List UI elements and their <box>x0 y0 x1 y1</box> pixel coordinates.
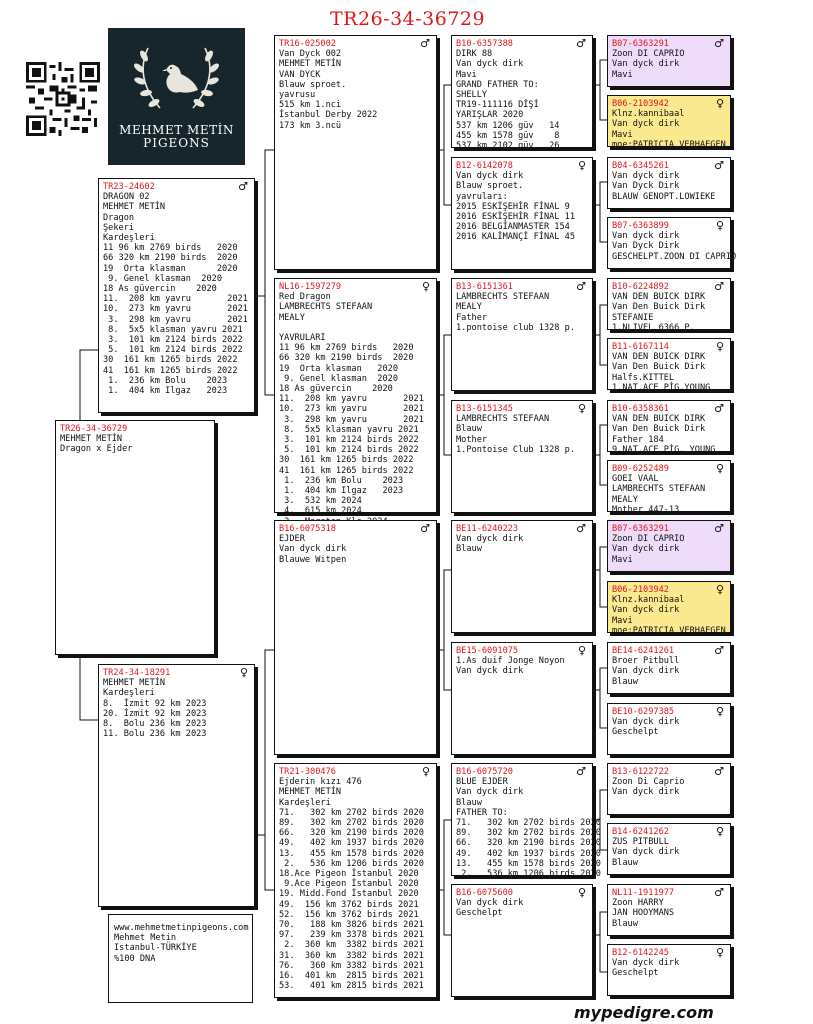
pigeon-details: Van dyck dirk Geschelpt <box>456 898 524 919</box>
female-icon: ♀ <box>715 462 724 475</box>
female-icon: ♀ <box>715 583 724 596</box>
ring-number: BE10-6297385 <box>612 707 675 717</box>
pedigree-card-g13[interactable] <box>607 763 731 815</box>
male-icon: ♂ <box>714 37 724 50</box>
pigeon-details: LAMBRECHTS STEFAAN Blauw Mother 1.Pontoise Club 1328 p. <box>456 414 575 455</box>
pedigree-card-sire[interactable] <box>98 178 255 413</box>
pigeon-details: Van Dyck 002 MEHMET METİN VAN DYCK Blauw sproet. yavrusu 515 km 1.nci İstanbul Derby 2022 173 km 3.ncü <box>279 49 378 131</box>
female-icon: ♀ <box>577 402 586 415</box>
pigeon-details: Van dyck dirk Geschelpt <box>612 958 680 979</box>
male-icon: ♂ <box>420 522 430 535</box>
pedigree-card-g16[interactable] <box>607 944 731 996</box>
logo <box>108 28 245 165</box>
male-icon: ♂ <box>420 37 430 50</box>
pigeon-details: VAN DEN BUICK DIRK Van Den Buick Dirk Father 184 9.NAT.ACE PİG. YOUNG <box>612 414 716 455</box>
pigeon-details: Broer Pitbull Van dyck dirk Blauw <box>612 656 680 687</box>
pedigree-title: TR26-34-36729 <box>330 8 486 30</box>
male-icon: ♂ <box>576 522 586 535</box>
pigeon-details: Van dyck dirk Geschelpt <box>612 717 680 738</box>
pedigree-card-sdd[interactable] <box>451 400 593 513</box>
ring-number: NL11-1911977 <box>612 888 675 898</box>
female-icon: ♀ <box>715 340 724 353</box>
female-icon: ♀ <box>715 825 724 838</box>
female-icon: ♀ <box>715 946 724 959</box>
ring-number: TR21-300476 <box>279 767 336 777</box>
pedigree-card-g5[interactable] <box>607 278 731 333</box>
female-icon: ♀ <box>577 886 586 899</box>
pedigree-card-sds[interactable] <box>451 278 593 391</box>
male-icon: ♂ <box>714 280 724 293</box>
ring-number: B04-6345261 <box>612 161 669 171</box>
pedigree-card-g8[interactable] <box>607 460 731 515</box>
pedigree-card-g1[interactable] <box>607 35 731 87</box>
pedigree-card-g7[interactable] <box>607 400 731 455</box>
pedigree-card-g14[interactable] <box>607 823 731 875</box>
ring-number: BE15-6091075 <box>456 646 519 656</box>
pigeon-details: MEHMET METİN Dragon x Ejder <box>60 434 133 455</box>
brand-watermark[interactable]: mypedigre.com <box>574 1003 714 1022</box>
pigeon-details: Zoon Di Caprio Van dyck dirk <box>612 777 685 798</box>
ring-number: TR16-025002 <box>279 39 336 49</box>
male-icon: ♂ <box>576 280 586 293</box>
pedigree-card-dds[interactable] <box>451 763 601 880</box>
ring-number: B06-2103942 <box>612 99 669 109</box>
pedigree-card-g9[interactable] <box>607 520 731 572</box>
pigeon-details: Ejderin kızı 476 MEHMET METİN Kardeşleri 71. 302 km 2702 birds 2020 89. 302 km 2702 birds 2020 66. 320 km 2190 birds 2020 49. 402 km 1937 birds 2020 13. 455 km 1578 birds 2020 2. 536 km 1206 birds 2020 18.Ace Pigeon İstanbul 2020 9.Ace Pigeon İstanbul 2020 19. Midd.Fond İstanbul 2020 49. 156 km 3762 birds 2021 52. 156 km 3762 birds 2021 70. 188 km 3826 birds 2021 97. 239 km 3378 birds 2021 2. 360 km 3382 birds 2021 31. 360 km 3382 birds 2021 76. 360 km 3382 birds 2021 16. 401 km 2815 birds 2021 53. 401 km 2815 birds 2021 <box>279 777 424 992</box>
qr-code-icon[interactable] <box>26 62 100 136</box>
ring-number: B09-6252489 <box>612 464 669 474</box>
pigeon-details: Klnz.kannibaal Van dyck dirk Mavi moe:PATRICIA VERHAEGEN <box>612 109 726 150</box>
ring-number: B07-6363291 <box>612 524 669 534</box>
pedigree-card-sire-dam[interactable] <box>274 278 437 517</box>
pigeon-details: ZUS PITBULL Van dyck dirk Blauw <box>612 837 680 868</box>
pedigree-card-sire-sire[interactable] <box>274 35 437 270</box>
pigeon-details: LAMBRECHTS STEFAAN MEALY Father 1.pontoise club 1328 p. <box>456 292 575 333</box>
ring-number: B06-2103942 <box>612 585 669 595</box>
ring-number: B16-6075720 <box>456 767 513 777</box>
pedigree-card-g4[interactable] <box>607 217 737 269</box>
pigeon-details: Zoon DI CAPRIO Van dyck dirk Mavi <box>612 49 685 80</box>
pedigree-card-subject[interactable] <box>55 420 215 655</box>
pigeon-wreath-icon <box>108 28 245 123</box>
pedigree-card-g6[interactable] <box>607 338 731 393</box>
pigeon-details: BLUE EJDER Van dyck dirk Blauw FATHER TO: 71. 302 km 2702 birds 2020 89. 302 km 2702 birds 2020 66. 320 km 2190 birds 2020 49. 402 km 1937 birds 2020 13. 455 km 1578 birds 2020 2. 536 km 1206 birds 2020 <box>456 777 601 880</box>
ring-number: TR26-34-36729 <box>60 424 128 434</box>
male-icon: ♂ <box>714 159 724 172</box>
male-icon: ♂ <box>714 765 724 778</box>
male-icon: ♂ <box>714 886 724 899</box>
female-icon: ♀ <box>577 644 586 657</box>
female-icon: ♀ <box>715 705 724 718</box>
pedigree-card-g11[interactable] <box>607 642 731 694</box>
male-icon: ♂ <box>714 644 724 657</box>
ring-number: B13-6151361 <box>456 282 513 292</box>
logo-name: MEHMET METİN <box>119 123 234 137</box>
pigeon-details: DRAGON 02 MEHMET METİN Dragon Şekeri Kardeşleri 11 96 km 2769 birds 2020 66 320 km 2190 birds 2020 19 Orta klasman 2020 9. Genel klasman 2020 18 As güvercin 2020 11. 208 km yavru 2021 10. 273 km yavru 2021 3. 298 km yavru 2021 8. 5x5 klasman yavru 2021 3. 101 km 2124 birds 2022 5. 101 km 2124 birds 2022 30 161 km 1265 birds 2022 41 161 km 1265 birds 2022 1. 236 km Bolu 2023 1. 404 km Ilgaz 2023 <box>103 192 248 397</box>
ring-number: TR24-34-18291 <box>103 668 171 678</box>
female-icon: ♀ <box>577 159 586 172</box>
pedigree-card-ddd[interactable] <box>451 884 593 997</box>
contact-info: www.mehmetmetinpigeons.com Mehmet Metin Istanbul-TÜRKİYE %100 DNA <box>108 914 253 1003</box>
pedigree-card-dss[interactable] <box>451 520 593 633</box>
ring-number: B07-6363899 <box>612 221 669 231</box>
pigeon-details: EJDER Van dyck dirk Blauwe Witpen <box>279 534 347 565</box>
pedigree-card-dsd[interactable] <box>451 642 593 755</box>
pigeon-details: Red Dragon LAMBRECHTS STEFAAN MEALY YAVRULARI 11 96 km 2769 birds 2020 66 320 km 2190 birds 2020 19 Orta klasman 2020 9. Genel klasman 2020 18 As güvercin 2020 11. 208 km yavru 2021 10. 273 km yavru 2021 3. 298 km yavru 2021 8. 5x5 klasman yavru 2021 3. 101 km 2124 birds 2022 5. 101 km 2124 birds 2022 30 161 km 1265 birds 2022 41 161 km 1265 birds 2022 1. 236 km Bolu 2023 1. 404 km Ilgaz 2023 3. 532 km 2024 4. 615 km 2024 <box>279 292 424 517</box>
female-icon: ♀ <box>239 666 248 679</box>
ring-number: B12-6142078 <box>456 161 513 171</box>
female-icon: ♀ <box>421 765 430 778</box>
pigeon-details: Klnz.kannibaal Van dyck dirk Mavi moe:PATRICIA VERHAEGEN <box>612 595 726 636</box>
ring-number: B07-6363291 <box>612 39 669 49</box>
pigeon-details: GOEI VAAL LAMBRECHTS STEFAAN MEALY Mother 447-13 <box>612 474 706 515</box>
pedigree-card-g2[interactable] <box>607 95 731 150</box>
pedigree-card-g12[interactable] <box>607 703 731 755</box>
ring-number: B16-6075600 <box>456 888 513 898</box>
pigeon-details: Van dyck dirk Blauw sproet. yavruları: 2015 ESKİŞEHİR FİNAL 9 2016 ESKİŞEHİR FİNAL 11 2016 BELGİANMASTER 154 2016 KALİMANÇİ FİNAL 45 <box>456 171 575 243</box>
pedigree-card-dam-sire[interactable] <box>274 520 437 755</box>
pigeon-details: Zoon HARRY JAN HOOYMANS Blauw <box>612 898 675 929</box>
pedigree-card-g3[interactable] <box>607 157 731 209</box>
male-icon: ♂ <box>714 522 724 535</box>
pedigree-card-dam[interactable] <box>98 664 255 907</box>
ring-number: B16-6075318 <box>279 524 336 534</box>
pigeon-details: DIRK 88 Van dyck dirk Mavi GRAND FATHER TO: SHELLY TR19-111116 DİŞİ YARIŞLAR 2020 537 km 1206 güv 14 455 km 1578 güv 8 537 km 2102 güv 26 <box>456 49 560 152</box>
ring-number: B13-6122722 <box>612 767 669 777</box>
male-icon: ♂ <box>238 180 248 193</box>
pedigree-card-g10[interactable] <box>607 581 731 636</box>
ring-number: B12-6142245 <box>612 948 669 958</box>
female-icon: ♀ <box>421 280 430 293</box>
ring-number: TR23-24602 <box>103 182 155 192</box>
female-icon: ♀ <box>715 219 724 232</box>
pigeon-details: 1.As duif Jonge Noyon Van dyck dirk <box>456 656 565 677</box>
ring-number: BE11-6240223 <box>456 524 519 534</box>
logo-subtitle: PIGEONS <box>143 136 210 150</box>
pedigree-card-sss[interactable] <box>451 35 593 152</box>
ring-number: B13-6151345 <box>456 404 513 414</box>
pigeon-details: VAN DEN BUICK DIRK Van Den Buick Dirk Halfs.KITTEL 1.NAT.ACE PİG.YOUNG <box>612 352 711 393</box>
ring-number: BE14-6241261 <box>612 646 675 656</box>
ring-number: B14-6241262 <box>612 827 669 837</box>
male-icon: ♂ <box>714 402 724 415</box>
ring-number: B11-6167114 <box>612 342 669 352</box>
pigeon-details: MEHMET METİN Kardeşleri 8. İzmit 92 km 2023 20. İzmit 92 km 2023 8. Bolu 236 km 2023 11. Bolu 236 km 2023 <box>103 678 207 740</box>
female-icon: ♀ <box>715 97 724 110</box>
ring-number: NL16-1597279 <box>279 282 342 292</box>
pigeon-details: VAN DEN BUICK DIRK Van Den Buick Dirk STEFANIE 1.NLIVEL 6366 P. <box>612 292 706 333</box>
pedigree-card-g15[interactable] <box>607 884 731 936</box>
pigeon-details: Van dyck dirk Van Dyck Dirk BLAUW GENOPT.LOWIEKE <box>612 171 716 202</box>
pigeon-details: Zoon DI CAPRIO Van dyck dirk Mavi <box>612 534 685 565</box>
pigeon-details: Van dyck dirk Blauw <box>456 534 524 555</box>
male-icon: ♂ <box>576 37 586 50</box>
pigeon-details: Van dyck dirk Van Dyck Dirk GESCHELPT.ZOON DI CAPRIO <box>612 231 737 262</box>
pedigree-card-ssd[interactable] <box>451 157 593 270</box>
ring-number: B10-6224892 <box>612 282 669 292</box>
male-icon: ♂ <box>576 765 586 778</box>
ring-number: B10-6357388 <box>456 39 513 49</box>
pedigree-card-dam-dam[interactable] <box>274 763 437 998</box>
ring-number: B10-6358361 <box>612 404 669 414</box>
